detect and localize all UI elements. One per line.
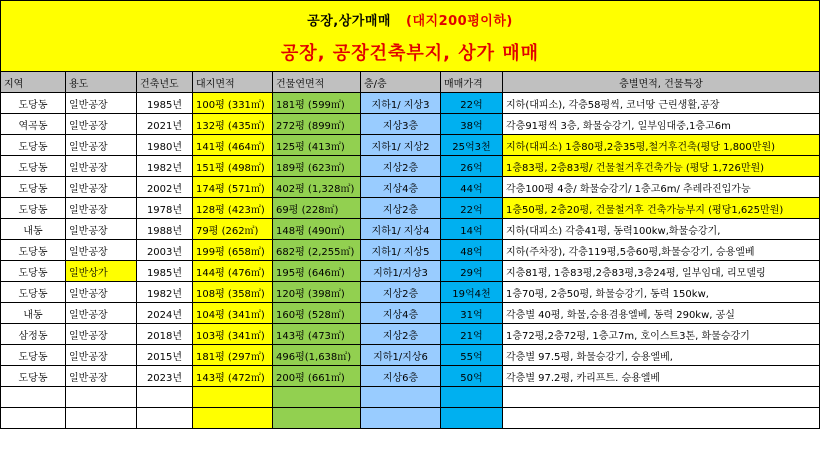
cell-land[interactable]: 144평 (476㎡) <box>193 261 273 282</box>
title-note: (대지200평이하) <box>406 14 513 29</box>
cell-land[interactable]: 141평 (464㎡) <box>193 135 273 156</box>
cell-building[interactable]: 143평 (473㎡) <box>273 324 361 345</box>
cell-price[interactable]: 19억4천 <box>441 282 503 303</box>
cell-floors[interactable]: 지상6층 <box>361 366 441 387</box>
cell-floors[interactable]: 지하1/ 지상2 <box>361 135 441 156</box>
cell-building[interactable]: 120평 (398㎡) <box>273 282 361 303</box>
cell-price[interactable]: 29억 <box>441 261 503 282</box>
title-banner <box>0 0 820 72</box>
cell-region[interactable]: 내동 <box>1 219 66 240</box>
cell-land[interactable]: 199평 (658㎡) <box>193 240 273 261</box>
cell-features[interactable]: 각층100평 4층/ 화물승강기/ 1층고6m/ 추레라진입가능 <box>503 177 820 198</box>
cell-year[interactable]: 1978년 <box>137 198 193 219</box>
table-row <box>1 219 820 240</box>
table-row <box>1 261 820 282</box>
table-row <box>1 240 820 261</box>
cell-building[interactable] <box>273 387 361 408</box>
cell-building[interactable]: 402평 (1,328㎡) <box>273 177 361 198</box>
cell-features[interactable]: 각층91평씩 3층, 화물승강기, 일부임대중,1층고6m <box>503 114 820 135</box>
cell-price[interactable]: 26억 <box>441 156 503 177</box>
cell-building[interactable]: 272평 (899㎡) <box>273 114 361 135</box>
header-row <box>1 72 820 93</box>
cell-floors[interactable] <box>361 408 441 429</box>
cell-features[interactable]: 1층72평,2층72평, 1층고7m, 호이스트3톤, 화물승강기 <box>503 324 820 345</box>
table-row <box>1 366 820 387</box>
cell-use[interactable]: 일반공장 <box>66 135 137 156</box>
cell-use[interactable]: 일반공장 <box>66 240 137 261</box>
table-row <box>1 135 820 156</box>
table-row <box>1 198 820 219</box>
cell-use[interactable] <box>66 408 137 429</box>
cell-land[interactable]: 132평 (435㎡) <box>193 114 273 135</box>
table-row <box>1 324 820 345</box>
cell-region[interactable]: 삼정동 <box>1 324 66 345</box>
header-year: 건축년도 <box>137 72 193 93</box>
cell-features[interactable]: 각층별 40평, 화물,승용겸용엘베, 동력 290kw, 공실 <box>503 303 820 324</box>
cell-building[interactable]: 69평 (228㎡) <box>273 198 361 219</box>
cell-region[interactable]: 도당동 <box>1 198 66 219</box>
cell-floors[interactable]: 지하1/ 지상5 <box>361 240 441 261</box>
header-region: 지역 <box>1 72 66 93</box>
cell-land[interactable]: 174평 (571㎡) <box>193 177 273 198</box>
cell-building[interactable]: 160평 (528㎡) <box>273 303 361 324</box>
cell-year[interactable]: 2003년 <box>137 240 193 261</box>
cell-floors[interactable]: 지상4층 <box>361 177 441 198</box>
cell-use[interactable]: 일반공장 <box>66 324 137 345</box>
cell-use[interactable]: 일반상가 <box>66 261 137 282</box>
table-row <box>1 93 820 114</box>
cell-region[interactable]: 도당동 <box>1 282 66 303</box>
cell-year[interactable]: 2002년 <box>137 177 193 198</box>
cell-land[interactable] <box>193 387 273 408</box>
cell-features[interactable]: 1층70평, 2층50평, 화물승강기, 동력 150kw, <box>503 282 820 303</box>
cell-use[interactable]: 일반공장 <box>66 219 137 240</box>
cell-price[interactable]: 50억 <box>441 366 503 387</box>
cell-year[interactable]: 1982년 <box>137 156 193 177</box>
cell-building[interactable]: 181평 (599㎡) <box>273 93 361 114</box>
title-main: 공장,상가매매 <box>307 14 391 29</box>
cell-floors[interactable]: 지상2층 <box>361 156 441 177</box>
cell-use[interactable]: 일반공장 <box>66 156 137 177</box>
cell-price[interactable] <box>441 408 503 429</box>
cell-floors[interactable]: 지하1/ 지상4 <box>361 219 441 240</box>
cell-building[interactable]: 195평 (646㎡) <box>273 261 361 282</box>
header-features: 층별면적, 건물특장 <box>503 72 820 93</box>
cell-floors[interactable]: 지상2층 <box>361 324 441 345</box>
header-use: 용도 <box>66 72 137 93</box>
cell-floors[interactable]: 지하1/지상6 <box>361 345 441 366</box>
cell-building[interactable] <box>273 408 361 429</box>
cell-region[interactable] <box>1 408 66 429</box>
cell-region[interactable]: 도당동 <box>1 156 66 177</box>
cell-floors[interactable]: 지상4층 <box>361 303 441 324</box>
cell-region[interactable]: 도당동 <box>1 345 66 366</box>
cell-price[interactable]: 31억 <box>441 303 503 324</box>
cell-building[interactable]: 682평 (2,255㎡) <box>273 240 361 261</box>
cell-year[interactable]: 1982년 <box>137 282 193 303</box>
cell-use[interactable]: 일반공장 <box>66 303 137 324</box>
cell-year[interactable] <box>137 408 193 429</box>
title-line1 <box>1 10 819 29</box>
cell-year[interactable]: 1988년 <box>137 219 193 240</box>
cell-use[interactable]: 일반공장 <box>66 93 137 114</box>
cell-land[interactable]: 143평 (472㎡) <box>193 366 273 387</box>
cell-region[interactable]: 도당동 <box>1 135 66 156</box>
cell-region[interactable]: 도당동 <box>1 366 66 387</box>
cell-price[interactable]: 22억 <box>441 198 503 219</box>
cell-features[interactable]: 각층별 97.2평, 카리프트. 승용엘베 <box>503 366 820 387</box>
cell-price[interactable]: 38억 <box>441 114 503 135</box>
table-body <box>1 93 820 429</box>
cell-region[interactable] <box>1 387 66 408</box>
cell-use[interactable]: 일반공장 <box>66 345 137 366</box>
cell-features[interactable]: 지하(대피소), 각층58평씩, 코너땅 근린생활,공장 <box>503 93 820 114</box>
cell-price[interactable]: 55억 <box>441 345 503 366</box>
cell-price[interactable]: 48억 <box>441 240 503 261</box>
cell-year[interactable]: 1985년 <box>137 93 193 114</box>
cell-floors[interactable]: 지하1/지상3 <box>361 261 441 282</box>
cell-use[interactable]: 일반공장 <box>66 366 137 387</box>
cell-building[interactable]: 189평 (623㎡) <box>273 156 361 177</box>
table-row <box>1 156 820 177</box>
cell-year[interactable]: 2023년 <box>137 366 193 387</box>
cell-region[interactable]: 도당동 <box>1 240 66 261</box>
cell-land[interactable]: 104평 (341㎡) <box>193 303 273 324</box>
cell-use[interactable]: 일반공장 <box>66 114 137 135</box>
cell-year[interactable]: 2015년 <box>137 345 193 366</box>
cell-use[interactable] <box>66 387 137 408</box>
cell-features[interactable]: 지하(대피소) 1층80평,2층35평,철거후건축(평당 1,800만원) <box>503 135 820 156</box>
cell-floors[interactable]: 지상3층 <box>361 114 441 135</box>
cell-region[interactable]: 역곡동 <box>1 114 66 135</box>
cell-land[interactable]: 103평 (341㎡) <box>193 324 273 345</box>
cell-use[interactable]: 일반공장 <box>66 198 137 219</box>
table-row <box>1 114 820 135</box>
cell-building[interactable]: 200평 (661㎡) <box>273 366 361 387</box>
cell-price[interactable]: 21억 <box>441 324 503 345</box>
table-row <box>1 387 820 408</box>
cell-building[interactable]: 148평 (490㎡) <box>273 219 361 240</box>
cell-features[interactable] <box>503 408 820 429</box>
cell-price[interactable]: 22억 <box>441 93 503 114</box>
cell-land[interactable] <box>193 408 273 429</box>
cell-features[interactable]: 1층83평, 2층83평/ 건물철거후건축가능 (평당 1,726만원) <box>503 156 820 177</box>
cell-year[interactable]: 1980년 <box>137 135 193 156</box>
table-row <box>1 177 820 198</box>
title-line2: 공장, 공장건축부지, 상가 매매 <box>280 43 540 64</box>
cell-building[interactable]: 496평(1,638㎡) <box>273 345 361 366</box>
cell-features[interactable] <box>503 387 820 408</box>
cell-land[interactable]: 108평 (358㎡) <box>193 282 273 303</box>
cell-land[interactable]: 181평 (297㎡) <box>193 345 273 366</box>
cell-floors[interactable]: 지상2층 <box>361 198 441 219</box>
cell-price[interactable] <box>441 387 503 408</box>
cell-year[interactable]: 2018년 <box>137 324 193 345</box>
cell-floors[interactable] <box>361 387 441 408</box>
cell-land[interactable]: 128평 (423㎡) <box>193 198 273 219</box>
cell-land[interactable]: 100평 (331㎡) <box>193 93 273 114</box>
header-floors: 층/층 <box>361 72 441 93</box>
cell-price[interactable]: 14억 <box>441 219 503 240</box>
table-row <box>1 282 820 303</box>
listing-table <box>0 71 820 429</box>
cell-land[interactable]: 151평 (498㎡) <box>193 156 273 177</box>
cell-building[interactable]: 125평 (413㎡) <box>273 135 361 156</box>
cell-region[interactable]: 내동 <box>1 303 66 324</box>
cell-features[interactable]: 각층별 97.5평, 화물승강기, 승용엘베, <box>503 345 820 366</box>
cell-features[interactable]: 1층50평, 2층20평, 건물철거후 건축가능부지 (평당1,625만원) <box>503 198 820 219</box>
cell-region[interactable]: 도당동 <box>1 177 66 198</box>
cell-price[interactable]: 25억3천 <box>441 135 503 156</box>
cell-year[interactable]: 1985년 <box>137 261 193 282</box>
cell-year[interactable]: 2024년 <box>137 303 193 324</box>
header-price: 매매가격 <box>441 72 503 93</box>
cell-use[interactable]: 일반공장 <box>66 282 137 303</box>
cell-floors[interactable]: 지상2층 <box>361 282 441 303</box>
cell-land[interactable]: 79평 (262㎡) <box>193 219 273 240</box>
cell-features[interactable]: 지층81평, 1층83평,2층83평,3층24평, 일부임대, 리모델링 <box>503 261 820 282</box>
cell-region[interactable]: 도당동 <box>1 93 66 114</box>
cell-use[interactable]: 일반공장 <box>66 177 137 198</box>
table-row <box>1 345 820 366</box>
header-building: 건물연면적 <box>273 72 361 93</box>
cell-features[interactable]: 지하(주차장), 각층119평,5층60평,화물승강기, 승용엘베 <box>503 240 820 261</box>
cell-year[interactable]: 2021년 <box>137 114 193 135</box>
table-row <box>1 303 820 324</box>
cell-price[interactable]: 44억 <box>441 177 503 198</box>
table-row <box>1 408 820 429</box>
cell-region[interactable]: 도당동 <box>1 261 66 282</box>
header-land: 대지면적 <box>193 72 273 93</box>
cell-year[interactable] <box>137 387 193 408</box>
cell-floors[interactable]: 지하1/ 지상3 <box>361 93 441 114</box>
cell-features[interactable]: 지하(대피소) 각층41평, 동력100kw,화물승강기, <box>503 219 820 240</box>
